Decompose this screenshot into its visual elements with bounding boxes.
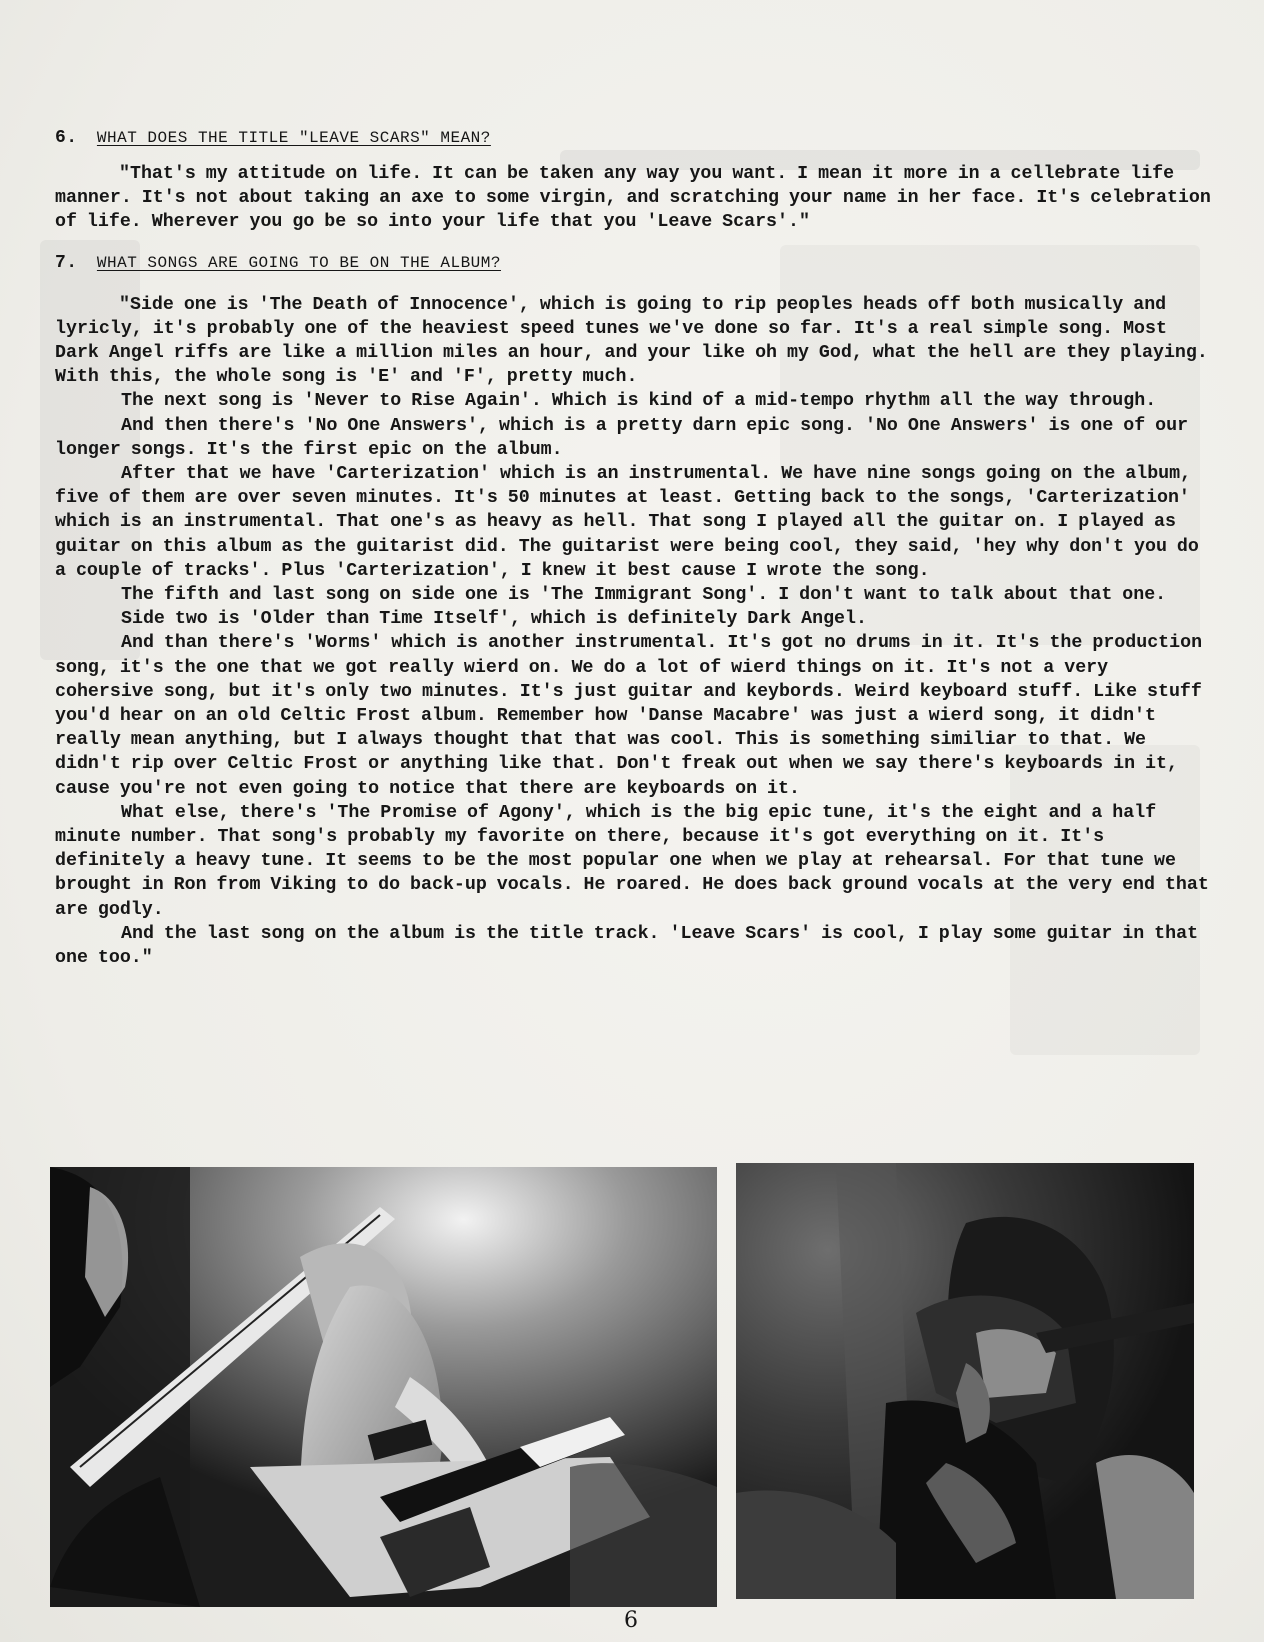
- question-7-section: [55, 253, 1215, 971]
- question-6-section: [55, 128, 1215, 235]
- live-photo-bassist-and-guitarist: [50, 1167, 717, 1607]
- question-number: 7.: [55, 252, 78, 273]
- answer-paragraph: The next song is 'Never to Rise Again'. Which is kind of a mid-tempo rhythm all the way through.: [121, 391, 1157, 412]
- question-number: 6.: [55, 128, 78, 148]
- answer-paragraph: After that we have 'Carterization' which is an instrumental. We have nine songs going on the album, five of them are over seven minutes. It's 50 minutes at least. Getting back to the songs, 'Carterization' which is an instrumental. That one's as heavy as hell. That song I played all the guitar on. I played as guitar on this album as the guitarist did. The guitarist were being cool, they said, 'hey why don't you do a couple of tracks'. Plus 'Carterization', I knew it best cause I wrote the song.: [55, 464, 1199, 581]
- answer-paragraph: "That's my attitude on life. It can be taken any way you want. I mean it more in a cellebrate life manner. It's not about taking an axe to some virgin, and scratching your name in her face. It's celebration of life. Wherever you go be so into your life that you 'Leave Scars'.": [55, 164, 1211, 233]
- answer-paragraph: What else, there's 'The Promise of Agony', which is the big epic tune, it's the eight and a half minute number. That song's probably my favorite on there, because it's got everything on it. It's definitely a heavy tune. It seems to be the most popular one when we play at rehearsal. For that tune we brought in Ron from Viking to do back-up vocals. He roared. He does back ground vocals at the very end that are godly.: [55, 802, 1209, 920]
- question-title: WHAT SONGS ARE GOING TO BE ON THE ALBUM?: [96, 253, 501, 272]
- live-photo-vocalist-image: [736, 1163, 1194, 1599]
- live-photo-vocalist: [736, 1163, 1194, 1599]
- answer-paragraph: And then there's 'No One Answers', which is a pretty darn epic song. 'No One Answers' is one of our longer songs. It's the first epic on the album.: [55, 415, 1189, 460]
- question-title: WHAT DOES THE TITLE "LEAVE SCARS" MEAN?: [96, 129, 491, 147]
- answer-paragraph: Side two is 'Older than Time Itself', which is definitely Dark Angel.: [121, 609, 867, 630]
- question-6-heading: [55, 128, 1215, 148]
- live-photo-bassist-and-guitarist-image: [50, 1167, 717, 1607]
- answer-paragraph: The fifth and last song on side one is 'The Immigrant Song'. I don't want to talk about that one.: [121, 585, 1167, 606]
- photo-row: [50, 1167, 1194, 1607]
- answer-paragraph: And the last song on the album is the title track. 'Leave Scars' is cool, I play some guitar in that one too.": [55, 923, 1199, 969]
- article-body: [55, 128, 1215, 984]
- page-number: 6: [624, 1608, 638, 1633]
- answer-paragraph: "Side one is 'The Death of Innocence', which is going to rip peoples heads off both musically and lyricly, it's probably one of the heaviest speed tunes we've done so far. It's a real simple song. Most Dark Angel riffs are like a million miles an hour, and your like oh my God, what the hell are they playing. With this, the whole song is 'E' and 'F', pretty much.: [55, 294, 1208, 388]
- answer-paragraph: And than there's 'Worms' which is another instrumental. It's got no drums in it. It's the production song, it's the one that we got really wierd on. We do a lot of wierd things on it. It's not a very cohersive song, but it's only two minutes. It's just guitar and keybords. Weird keyboard stuff. Like stuff you'd hear on an old Celtic Frost album. Remember how 'Danse Macabre' was just a wierd song, it didn't really mean anything, but I always thought that that was cool. This is something similiar to that. We didn't rip over Celtic Frost or anything like that. Don't freak out when we say there's keyboards in it, cause you're not even going to notice that there are keyboards on it.: [55, 633, 1203, 799]
- question-7-heading: [55, 253, 1215, 273]
